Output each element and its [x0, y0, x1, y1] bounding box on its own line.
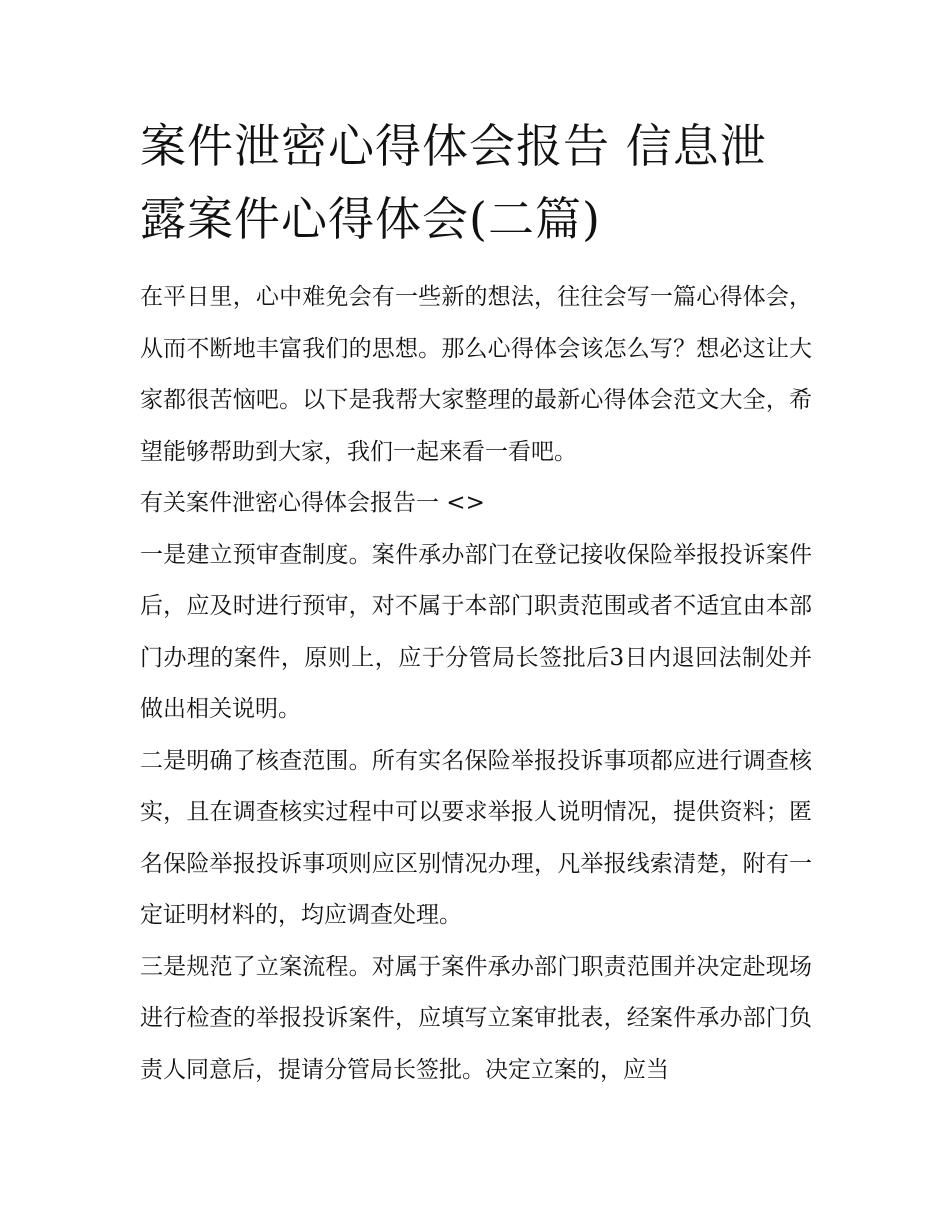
document-body [140, 272, 812, 1096]
paragraph-filing-process: 三是规范了立案流程。对属于案件承办部门职责范围并决定赴现场进行检查的举报投诉案件，应填写立案审批表，经案件承办部门负责人同意后，提请分管局长签批。决定立案的，应当 [140, 953, 812, 1083]
document-page [140, 110, 812, 1096]
intro-paragraph: 在平日里，心中难免会有一些新的想法，往往会写一篇心得体会，从而不断地丰富我们的思想。那么心得体会该怎么写？想必这让大家都很苦恼吧。以下是我帮大家整理的最新心得体会范文大全，希望能够帮助到大家，我们一起来看一看吧。 [140, 284, 812, 465]
section-heading: 有关案件泄密心得体会报告一 <> [140, 490, 485, 516]
document-title: 案件泄密心得体会报告 信息泄露案件心得体会(二篇) [140, 119, 767, 246]
paragraph-preliminary-review: 一是建立预审查制度。案件承办部门在登记接收保险举报投诉案件后，应及时进行预审，对不属于本部门职责范围或者不适宜由本部门办理的案件，原则上，应于分管局长签批后3日内退回法制处并做出相关说明。 [140, 541, 812, 722]
paragraph-verification-scope: 二是明确了核查范围。所有实名保险举报投诉事项都应进行调查核实，且在调查核实过程中可以要求举报人说明情况，提供资料；匿名保险举报投诉事项则应区别情况办理，凡举报线索清楚，附有一定证明材料的，均应调查处理。 [140, 747, 812, 928]
